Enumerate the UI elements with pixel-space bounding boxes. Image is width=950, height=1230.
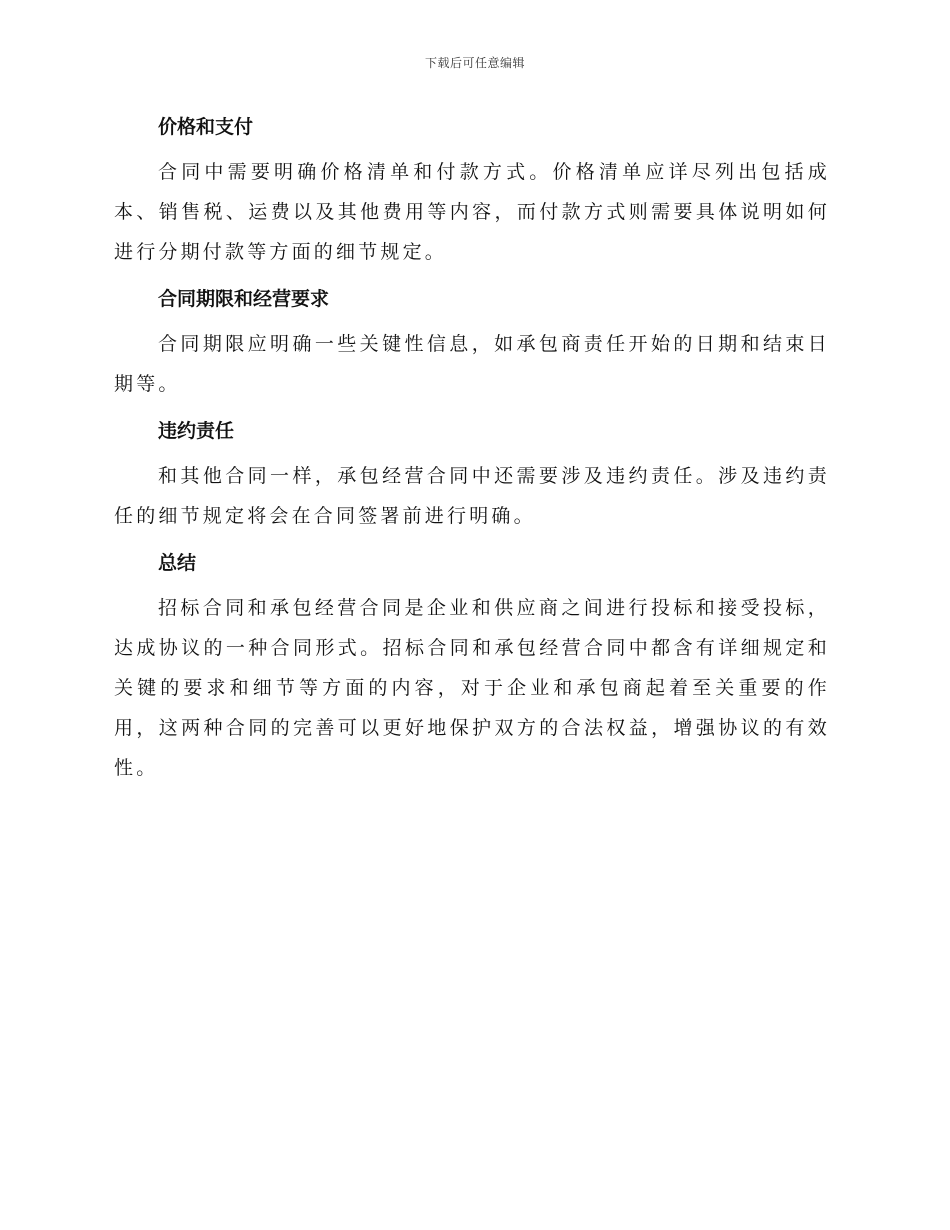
page-header-note: 下载后可任意编辑 bbox=[424, 56, 525, 70]
section-heading-breach-liability: 违约责任 bbox=[158, 420, 235, 442]
section-heading-term-requirements: 合同期限和经营要求 bbox=[158, 288, 330, 310]
section-heading-price-payment: 价格和支付 bbox=[158, 116, 254, 138]
section-paragraph-term-requirements: 合同期限应明确一些关键性信息，如承包商责任开始的日期和结束日期等。 bbox=[114, 333, 830, 395]
section-paragraph-summary: 招标合同和承包经营合同是企业和供应商之间进行投标和接受投标，达成协议的一种合同形式。招标合同和承包经营合同中都含有详细规定和关键的要求和细节等方面的内容，对于企业和承包商起着至关重要的作用，这两种合同的完善可以更好地保护双方的合法权益，增强协议的有效性。 bbox=[114, 597, 830, 779]
section-paragraph-price-payment: 合同中需要明确价格清单和付款方式。价格清单应详尽列出包括成本、销售税、运费以及其他费用等内容，而付款方式则需要具体说明如何进行分期付款等方面的细节规定。 bbox=[114, 161, 830, 263]
section-heading-summary: 总结 bbox=[158, 552, 197, 574]
document-body bbox=[114, 112, 830, 788]
section-paragraph-breach-liability: 和其他合同一样，承包经营合同中还需要涉及违约责任。涉及违约责任的细节规定将会在合同签署前进行明确。 bbox=[114, 465, 830, 527]
